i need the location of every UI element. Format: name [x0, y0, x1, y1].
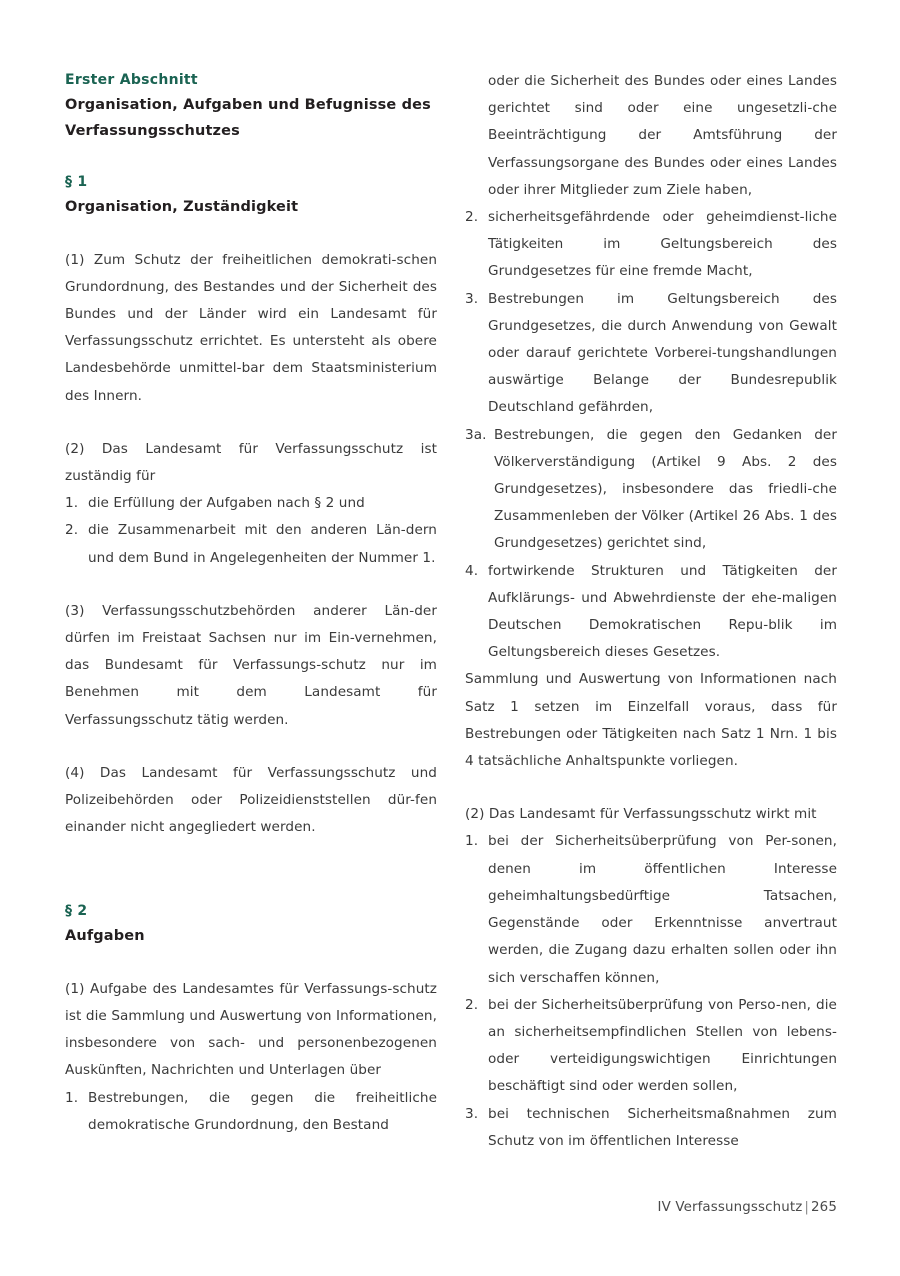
spacer	[65, 144, 437, 170]
list-item	[465, 286, 837, 422]
spacer	[65, 572, 437, 598]
spacer	[65, 410, 437, 436]
list-item	[465, 828, 837, 991]
paragraph-2-title: Aufgaben	[65, 928, 145, 945]
list-marker: 2.	[465, 996, 479, 1013]
right-paragraph-2-intro: (2) Das Landesamt für Verfassungsschutz wirkt mit	[465, 806, 817, 823]
section-title-line-2: Verfassungsschutzes	[65, 122, 240, 139]
list-marker: 3.	[465, 1105, 479, 1122]
list-item	[465, 992, 837, 1101]
list-item-text: Bestrebungen im Geltungsbereich des Grundgesetzes, die durch Anwendung von Gewalt oder darauf gerichtete Vorberei-tungshandlungen auswärtige Belange der Bundesrepublik Deutschland gefährden,	[488, 290, 837, 416]
section-title-line-1: Organisation, Aufgaben und Befugnisse des	[65, 97, 431, 113]
spacer	[465, 775, 837, 801]
list-item	[465, 422, 837, 558]
spacer	[65, 950, 437, 976]
enumeration-list	[465, 204, 837, 666]
list-item	[465, 558, 837, 667]
list-marker: 3.	[465, 290, 479, 307]
list-item-text: bei technischen Sicherheitsmaßnahmen zum Schutz von im öffentlichen Interesse	[488, 1105, 837, 1149]
footer-chapter: IV Verfassungsschutz	[657, 1200, 803, 1215]
list-item-text: sicherheitsgefährdende oder geheimdienst-liche Tätigkeiten im Geltungsbereich des Grundgesetzes für eine fremde Macht,	[488, 209, 837, 280]
spacer	[65, 734, 437, 760]
section-2-paragraph-1-text: (1) Aufgabe des Landesamtes für Verfassungs-schutz ist die Sammlung und Auswertung von Informationen, insbesondere von sach- und personenbezogenen Auskünften, Nachrichten und Unterlagen über	[65, 980, 437, 1079]
list-marker: 4.	[465, 562, 479, 579]
section-label: Erster Abschnitt	[65, 72, 198, 88]
list-item-text: die Zusammenarbeit mit den anderen Län-dern und dem Bund in Angelegenheiten der Nummer 1.	[88, 522, 437, 566]
right-column	[465, 68, 837, 1155]
list-item	[65, 517, 437, 571]
footer-separator: |	[804, 1200, 810, 1215]
list-item-text: bei der Sicherheitsüberprüfung von Per-sonen, denen im öffentlichen Interesse geheimhaltungsbedürftige Tatsachen, Gegenstände oder Erkenntnisse anvertraut werden, die Zugang dazu erhalten sollen oder ihn sich verschaffen können,	[488, 833, 837, 986]
paragraph-4-text: (4) Das Landesamt für Verfassungsschutz und Polizeibehörden oder Polizeidienststellen dür-fen einander nicht angegliedert werden.	[65, 764, 437, 836]
spacer	[65, 221, 437, 247]
paragraph-3-text: (3) Verfassungsschutzbehörden anderer Län-der dürfen im Freistaat Sachsen nur im Ein-vernehmen, das Bundesamt für Verfassungs-schutz nur im Benehmen mit dem Landesamt für Verfassungsschutz tätig werden.	[65, 602, 437, 728]
list-marker: 3a.	[465, 426, 487, 443]
paragraph-1-text: (1) Zum Schutz der freiheitlichen demokrati-schen Grundordnung, des Bestandes und der Sicherheit des Bundes und der Länder wird ein Landesamt für Verfassungsschutz errichtet. Es untersteht als obere Landesbehörde unmittel-bar dem Staatsministerium des Innern.	[65, 251, 437, 404]
left-column	[65, 68, 437, 1155]
list-item	[465, 204, 837, 286]
paragraph-1-title: Organisation, Zuständigkeit	[65, 199, 299, 215]
list-item-text: die Erfüllung der Aufgaben nach § 2 und	[88, 495, 365, 512]
list-item	[65, 1085, 437, 1139]
paragraph-1-label: § 1	[65, 174, 88, 190]
list-item	[65, 490, 437, 517]
list-item-text: Bestrebungen, die gegen die freiheitliche demokratische Grundordnung, den Bestand	[88, 1089, 437, 1133]
list-marker: 1.	[65, 495, 79, 512]
closing-text: Sammlung und Auswertung von Informationen nach Satz 1 setzen im Einzelfall voraus, dass für Bestrebungen oder Tätigkeiten nach Satz 1 Nrn. 1 bis 4 tatsächliche Anhaltspunkte vorliegen.	[465, 671, 837, 770]
two-column-body	[65, 68, 837, 1155]
list-marker: 2.	[465, 209, 479, 226]
footer-page-number: 265	[811, 1200, 837, 1215]
right-paragraph-2-list	[465, 828, 837, 1154]
section-2-paragraph-1-list	[65, 1085, 437, 1139]
page-footer	[65, 1198, 837, 1218]
list-marker: 2.	[65, 522, 79, 539]
list-item-text: fortwirkende Strukturen und Tätigkeiten der Aufklärungs- und Abwehrdienste der ehe-maligen Deutschen Demokratischen Repu-blik im Geltungsbereich dieses Gesetzes.	[488, 562, 837, 661]
list-item	[465, 1101, 837, 1155]
paragraph-2-list	[65, 490, 437, 572]
list-item-text: Bestrebungen, die gegen den Gedanken der Völkerverständigung (Artikel 9 Abs. 2 des Grundgesetzes), insbesondere das friedli-che Zusammenleben der Völker (Artikel 26 Abs. 1 des Grundgesetzes) gerichtet sind,	[494, 426, 837, 552]
list-marker: 1.	[65, 1089, 79, 1106]
spacer	[65, 841, 437, 899]
list-marker: 1.	[465, 833, 479, 850]
paragraph-2-intro: (2) Das Landesamt für Verfassungsschutz ist zuständig für	[65, 440, 437, 484]
paragraph-2-label: § 2	[65, 903, 88, 920]
continuation-text: oder die Sicherheit des Bundes oder eines Landes gerichtet sind oder eine ungesetzli-che Beeinträchtigung der Amtsführung der Verfassungsorgane des Bundes oder eines Landes oder ihrer Mitglieder zum Ziele haben,	[488, 73, 837, 198]
list-item-text: bei der Sicherheitsüberprüfung von Perso-nen, die an sicherheitsempfindlichen Stellen von lebens- oder verteidigungswichtigen Einrichtungen beschäftigt sind oder werden sollen,	[488, 996, 837, 1095]
